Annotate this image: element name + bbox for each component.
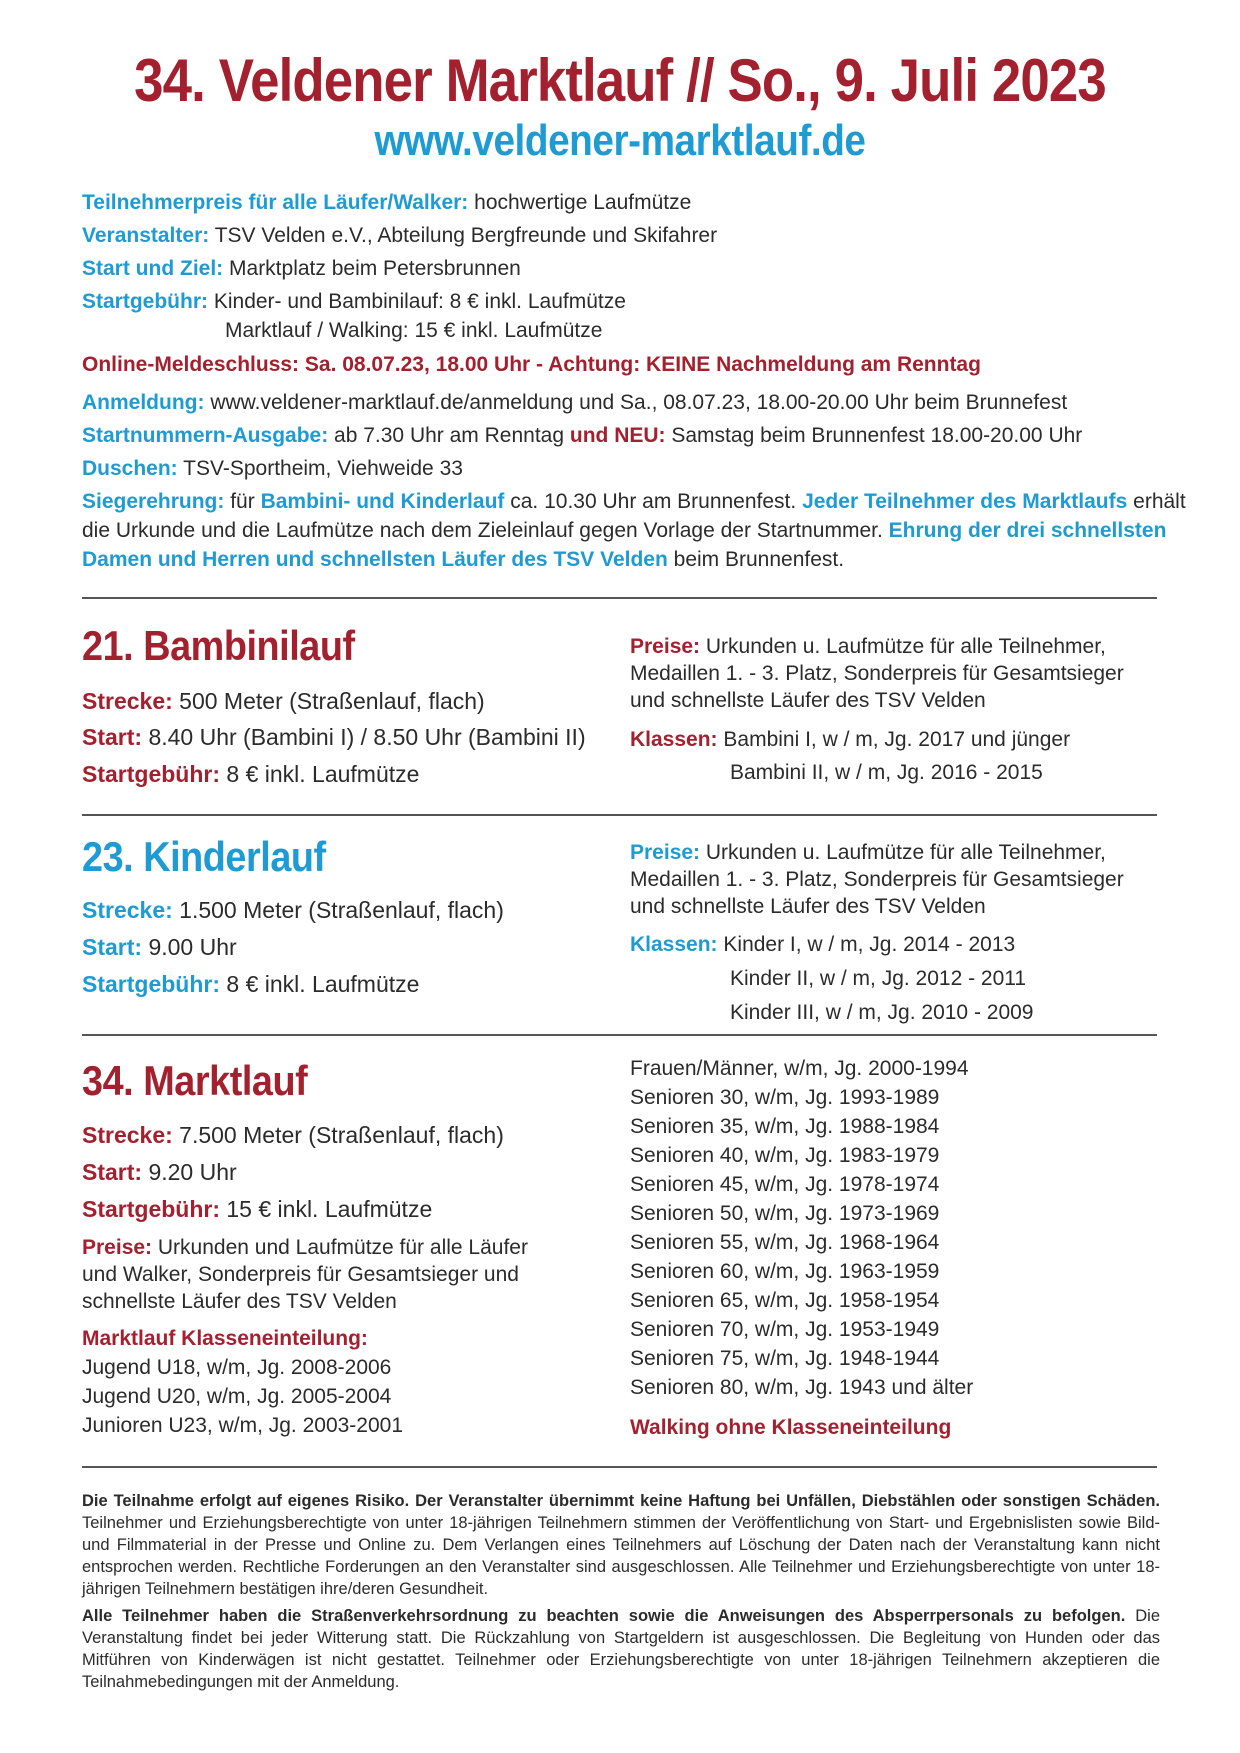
info-duschen	[82, 454, 1202, 483]
klasse-item: Senioren 70, w/m, Jg. 1953-1949	[630, 1318, 940, 1341]
field-value: und schnellste Läufer des TSV Velden	[630, 895, 986, 918]
info-highlight: Ehrung der drei schnellsten Damen und Herren und schnellsten Läufer des TSV Velden	[82, 519, 1167, 571]
field-label: Klassen:	[630, 933, 718, 956]
kinder-gebuehr	[82, 969, 419, 999]
field-value: Urkunden u. Laufmütze für alle Teilnehmer,	[705, 841, 1106, 864]
bambini-strecke	[82, 686, 485, 716]
field-value: 9.00 Uhr	[148, 934, 237, 960]
divider	[82, 597, 1157, 599]
info-value: Marktplatz beim Petersbrunnen	[229, 257, 521, 280]
klasse-item: Jugend U18, w/m, Jg. 2008-2006	[82, 1356, 392, 1379]
markt-preise	[82, 1234, 528, 1315]
info-text: ca. 10.30 Uhr am Brunnenfest.	[510, 490, 797, 513]
info-value: www.veldener-marktlauf.de/anmeldung und Sa., 08.07.23, 18.00-20.00 Uhr beim Brunnefest	[210, 391, 1068, 414]
walking-note: Walking ohne Klasseneinteilung	[630, 1416, 952, 1439]
klasse-item: Kinder II, w / m, Jg. 2012 - 2011	[730, 967, 1027, 990]
klasse-item: Bambini II, w / m, Jg. 2016 - 2015	[730, 761, 1043, 784]
info-anmeldung	[82, 388, 1202, 417]
klassen-heading: Marktlauf Klasseneinteilung:	[82, 1327, 368, 1350]
field-value: 9.20 Uhr	[148, 1159, 237, 1185]
divider	[82, 1466, 1157, 1468]
disclaimer-bold: Die Teilnahme erfolgt auf eigenes Risiko. Der Veranstalter übernimmt keine Haftung bei Unfällen, Diebstählen oder sonstigen Schäden.	[82, 1492, 1160, 1510]
section-title-kinder: 23. Kinderlauf	[82, 833, 326, 880]
info-startgebuehr-2	[225, 316, 1240, 345]
field-value: 500 Meter (Straßenlauf, flach)	[179, 688, 485, 714]
field-value: schnellste Läufer des TSV Velden	[82, 1290, 397, 1313]
field-label: Strecke:	[82, 1122, 173, 1148]
field-label: Preise:	[630, 841, 701, 864]
field-value: Urkunden u. Laufmütze für alle Teilnehmer,	[705, 635, 1106, 658]
divider	[82, 1034, 1157, 1036]
field-value: 7.500 Meter (Straßenlauf, flach)	[179, 1122, 504, 1148]
markt-start	[82, 1157, 237, 1187]
info-label: Duschen:	[82, 457, 178, 480]
disclaimer-paragraph-1	[82, 1490, 1160, 1600]
disclaimer-paragraph-2	[82, 1605, 1160, 1693]
info-label: Start und Ziel:	[82, 257, 224, 280]
klasse-item: Kinder I, w / m, Jg. 2014 - 2013	[723, 933, 1016, 956]
info-start-ziel	[82, 254, 1202, 283]
klasse-item: Senioren 65, w/m, Jg. 1958-1954	[630, 1289, 940, 1312]
field-value: 8 € inkl. Laufmütze	[226, 761, 420, 787]
info-label: Anmeldung:	[82, 391, 205, 414]
bambini-start	[82, 722, 586, 752]
section-title-marktlauf: 34. Marktlauf	[82, 1057, 308, 1104]
page-title: 34. Veldener Marktlauf // So., 9. Juli 2023	[134, 47, 1106, 114]
bambini-gebuehr	[82, 759, 419, 789]
disclaimer-bold: Alle Teilnehmer haben die Straßenverkehrsordnung zu beachten sowie die Anweisungen des Absperrpersonals zu befolgen.	[82, 1607, 1126, 1625]
divider	[82, 814, 1157, 816]
klasse-item: Jugend U20, w/m, Jg. 2005-2004	[82, 1385, 392, 1408]
disclaimer-text: Die Veranstaltung findet bei jeder Witterung statt. Die Rückzahlung von Startgeldern ist ausgeschlossen. Die Begleitung von Hunden oder das Mitführen von Kinderwägen ist nicht gestattet. Teilnehmer oder Erziehungsberechtigte von unter 18-jährigen Teilnehmern akzeptieren die Teilnahmebedingungen mit der Anmeldung.	[82, 1607, 1160, 1691]
info-value: Kinder- und Bambinilauf: 8 € inkl. Laufmütze	[213, 290, 626, 313]
klasse-item: Senioren 55, w/m, Jg. 1968-1964	[630, 1231, 940, 1254]
info-highlight: Jeder Teilnehmer des Marktlaufs	[802, 490, 1128, 513]
info-label: Siegerehrung:	[82, 490, 225, 513]
markt-klassen-left	[82, 1324, 403, 1440]
field-value: 8 € inkl. Laufmütze	[226, 971, 420, 997]
info-label: Teilnehmerpreis für alle Läufer/Walker:	[82, 191, 469, 214]
info-highlight: Bambini- und Kinderlauf	[260, 490, 505, 513]
info-meldeschluss: Online-Meldeschluss: Sa. 08.07.23, 18.00 Uhr - Achtung: KEINE Nachmeldung am Renntag	[82, 353, 981, 376]
info-text: für	[230, 490, 255, 513]
info-siegerehrung	[82, 487, 1202, 574]
field-value: und schnellste Läufer des TSV Velden	[630, 689, 986, 712]
info-label: Startnummern-Ausgabe:	[82, 424, 329, 447]
klasse-item: Frauen/Männer, w/m, Jg. 2000-1994	[630, 1057, 969, 1080]
field-value: und Walker, Sonderpreis für Gesamtsieger und	[82, 1263, 519, 1286]
klasse-item: Junioren U23, w/m, Jg. 2003-2001	[82, 1414, 404, 1437]
field-label: Preise:	[82, 1236, 153, 1259]
info-label: Veranstalter:	[82, 224, 210, 247]
info-veranstalter	[82, 221, 1202, 250]
kinder-strecke	[82, 895, 504, 925]
info-startgebuehr	[82, 287, 1202, 316]
info-value: Samstag beim Brunnenfest 18.00-20.00 Uhr	[671, 424, 1083, 447]
section-title-bambini: 21. Bambinilauf	[82, 622, 355, 669]
field-value: Urkunden und Laufmütze für alle Läufer	[157, 1236, 528, 1259]
field-value: 15 € inkl. Laufmütze	[226, 1196, 433, 1222]
field-label: Start:	[82, 934, 143, 960]
field-label: Preise:	[630, 635, 701, 658]
info-highlight: und NEU:	[569, 424, 666, 447]
klasse-item: Senioren 30, w/m, Jg. 1993-1989	[630, 1086, 940, 1109]
klasse-item: Kinder III, w / m, Jg. 2010 - 2009	[730, 1001, 1034, 1024]
info-teilnehmerpreis	[82, 188, 1202, 217]
bambini-klassen	[630, 723, 1070, 789]
klasse-item: Senioren 60, w/m, Jg. 1963-1959	[630, 1260, 940, 1283]
field-value: Medaillen 1. - 3. Platz, Sonderpreis für Gesamtsieger	[630, 662, 1124, 685]
markt-strecke	[82, 1120, 504, 1150]
kinder-klassen	[630, 928, 1034, 1030]
field-label: Startgebühr:	[82, 1196, 220, 1222]
klasse-item: Senioren 45, w/m, Jg. 1978-1974	[630, 1173, 940, 1196]
field-label: Klassen:	[630, 728, 718, 751]
field-label: Startgebühr:	[82, 761, 220, 787]
kinder-preise	[630, 839, 1124, 920]
markt-klassen-right	[630, 1054, 973, 1442]
field-label: Startgebühr:	[82, 971, 220, 997]
klasse-item: Senioren 50, w/m, Jg. 1973-1969	[630, 1202, 940, 1225]
info-value: hochwertige Laufmütze	[474, 191, 692, 214]
info-value: TSV-Sportheim, Viehweide 33	[183, 457, 463, 480]
info-value: Marktlauf / Walking: 15 € inkl. Laufmütze	[225, 319, 603, 342]
info-value: TSV Velden e.V., Abteilung Bergfreunde und Skifahrer	[214, 224, 718, 247]
klasse-item: Senioren 75, w/m, Jg. 1948-1944	[630, 1347, 940, 1370]
info-startnummern	[82, 421, 1202, 450]
field-value: 1.500 Meter (Straßenlauf, flach)	[179, 897, 504, 923]
markt-gebuehr	[82, 1194, 432, 1224]
info-value: ab 7.30 Uhr am Renntag	[334, 424, 565, 447]
klasse-item: Senioren 40, w/m, Jg. 1983-1979	[630, 1144, 940, 1167]
field-label: Strecke:	[82, 688, 173, 714]
field-label: Strecke:	[82, 897, 173, 923]
field-value: Medaillen 1. - 3. Platz, Sonderpreis für Gesamtsieger	[630, 868, 1124, 891]
klasse-item: Bambini I, w / m, Jg. 2017 und jünger	[723, 728, 1071, 751]
info-text: beim Brunnenfest.	[673, 548, 845, 571]
website-url[interactable]: www.veldener-marktlauf.de	[374, 116, 866, 165]
bambini-preise	[630, 633, 1124, 714]
disclaimer-text: Teilnehmer und Erziehungsberechtigte von unter 18-jährigen Teilnehmern stimmen der Veröffentlichung von Start- und Ergebnislisten sowie Bild- und Filmmaterial in der Presse und Online zu. Dem Verlangen eines Teilnehmers auf Löschung der Daten nach der Veranstaltung kann nicht entsprochen werden. Rechtliche Forderungen an den Veranstalter sind ausgeschlossen. Alle Teilnehmer und Erziehungsberechtigte von unter 18-jährigen Teilnehmern bestätigen ihre/deren Gesundheit.	[82, 1514, 1160, 1598]
klasse-item: Senioren 35, w/m, Jg. 1988-1984	[630, 1115, 940, 1138]
info-label: Startgebühr:	[82, 290, 208, 313]
klasse-item: Senioren 80, w/m, Jg. 1943 und älter	[630, 1376, 974, 1399]
field-label: Start:	[82, 724, 143, 750]
kinder-start	[82, 932, 237, 962]
info-text: erhält die Urkunde und die Laufmütze nach dem Zieleinlauf gegen Vorlage der Startnummer.	[82, 490, 1186, 542]
field-label: Start:	[82, 1159, 143, 1185]
field-value: 8.40 Uhr (Bambini I) / 8.50 Uhr (Bambini II)	[148, 724, 586, 750]
